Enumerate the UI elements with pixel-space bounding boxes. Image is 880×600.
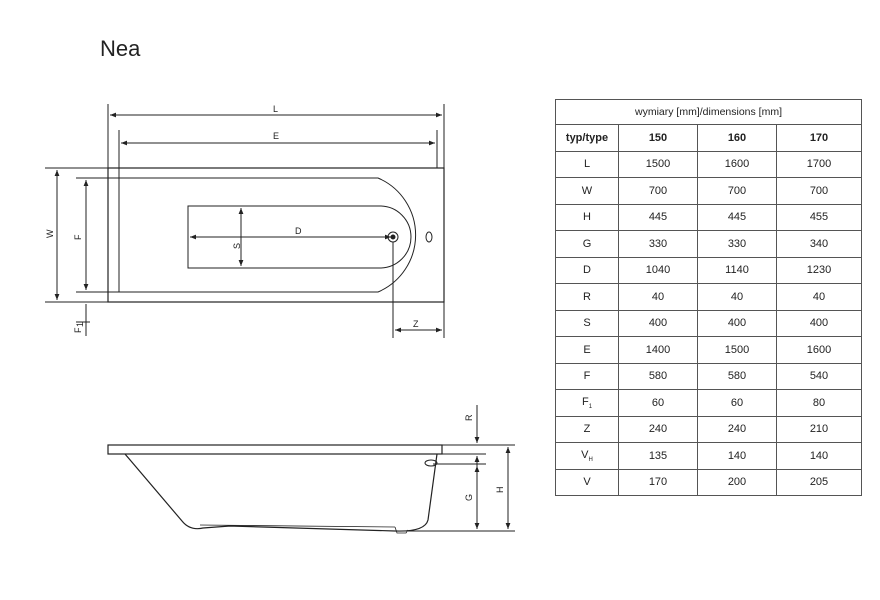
row-value: 135 <box>619 443 698 470</box>
header-160: 160 <box>698 125 777 152</box>
row-value: 580 <box>619 363 698 390</box>
row-value: 210 <box>777 416 862 443</box>
label-F: F <box>73 234 83 240</box>
row-value: 400 <box>619 310 698 337</box>
row-value: 1500 <box>619 151 698 178</box>
row-label: H <box>556 204 619 231</box>
row-label: W <box>556 178 619 205</box>
row-value: 445 <box>619 204 698 231</box>
table-row <box>556 231 862 258</box>
row-value: 340 <box>777 231 862 258</box>
header-type: typ/type <box>556 125 619 152</box>
tub-side-body <box>125 454 437 531</box>
row-label: E <box>556 337 619 364</box>
table-caption-row <box>556 100 862 125</box>
label-S: S <box>232 242 242 249</box>
row-value: 330 <box>619 231 698 258</box>
tub-inner-basin <box>119 178 416 292</box>
row-value: 1040 <box>619 257 698 284</box>
row-value: 700 <box>698 178 777 205</box>
row-label: R <box>556 284 619 311</box>
side-view-labels <box>464 414 505 501</box>
row-value: 60 <box>619 390 698 417</box>
table-header-row <box>556 125 862 152</box>
row-label: G <box>556 231 619 258</box>
row-label: D <box>556 257 619 284</box>
table-row <box>556 204 862 231</box>
row-value: 60 <box>698 390 777 417</box>
row-label: F <box>556 363 619 390</box>
table-row <box>556 178 862 205</box>
row-label: L <box>556 151 619 178</box>
label-H: H <box>495 486 505 493</box>
row-value: 200 <box>698 469 777 496</box>
row-value: 140 <box>698 443 777 470</box>
row-value: 455 <box>777 204 862 231</box>
row-value: 700 <box>777 178 862 205</box>
top-view-labels <box>45 104 419 333</box>
label-Z: Z <box>413 319 419 329</box>
page-title: Nea <box>100 36 141 61</box>
row-value: 1400 <box>619 337 698 364</box>
header-150: 150 <box>619 125 698 152</box>
top-view <box>45 104 444 338</box>
row-value: 80 <box>777 390 862 417</box>
row-value: 40 <box>619 284 698 311</box>
label-F1: F <box>73 327 83 333</box>
table-row <box>556 469 862 496</box>
row-value: 540 <box>777 363 862 390</box>
row-value: 330 <box>698 231 777 258</box>
row-value: 580 <box>698 363 777 390</box>
row-value: 240 <box>619 416 698 443</box>
row-value: 170 <box>619 469 698 496</box>
row-label: $V_H$ <box>556 443 619 470</box>
label-D: D <box>295 226 302 236</box>
table-row <box>556 443 862 470</box>
table-row <box>556 337 862 364</box>
row-value: 1700 <box>777 151 862 178</box>
table-row <box>556 390 862 417</box>
row-value: 700 <box>619 178 698 205</box>
row-value: 40 <box>698 284 777 311</box>
table-row <box>556 257 862 284</box>
row-value: 140 <box>777 443 862 470</box>
label-L: L <box>273 104 279 114</box>
table-row <box>556 416 862 443</box>
row-value: 1600 <box>777 337 862 364</box>
row-value: 240 <box>698 416 777 443</box>
row-value: 1600 <box>698 151 777 178</box>
row-label: S <box>556 310 619 337</box>
row-label: $F_1$ <box>556 390 619 417</box>
row-value: 1500 <box>698 337 777 364</box>
table-row <box>556 310 862 337</box>
tub-side-rim <box>108 445 442 454</box>
label-R: R <box>464 414 474 421</box>
table-caption: wymiary [mm]/dimensions [mm] <box>556 100 862 125</box>
row-label: Z <box>556 416 619 443</box>
row-value: 40 <box>777 284 862 311</box>
label-F1-sub: 1 <box>75 321 85 327</box>
row-value: 205 <box>777 469 862 496</box>
label-E: E <box>273 131 280 141</box>
row-value: 1140 <box>698 257 777 284</box>
overflow <box>426 232 432 242</box>
dimensions-table <box>555 99 862 496</box>
table-row <box>556 284 862 311</box>
side-view <box>108 405 515 533</box>
row-value: 445 <box>698 204 777 231</box>
row-value: 400 <box>777 310 862 337</box>
row-value: 400 <box>698 310 777 337</box>
label-G: G <box>464 493 474 501</box>
label-W: W <box>45 229 55 238</box>
table-row <box>556 151 862 178</box>
header-170: 170 <box>777 125 862 152</box>
row-value: 1230 <box>777 257 862 284</box>
table-row <box>556 363 862 390</box>
row-label: V <box>556 469 619 496</box>
